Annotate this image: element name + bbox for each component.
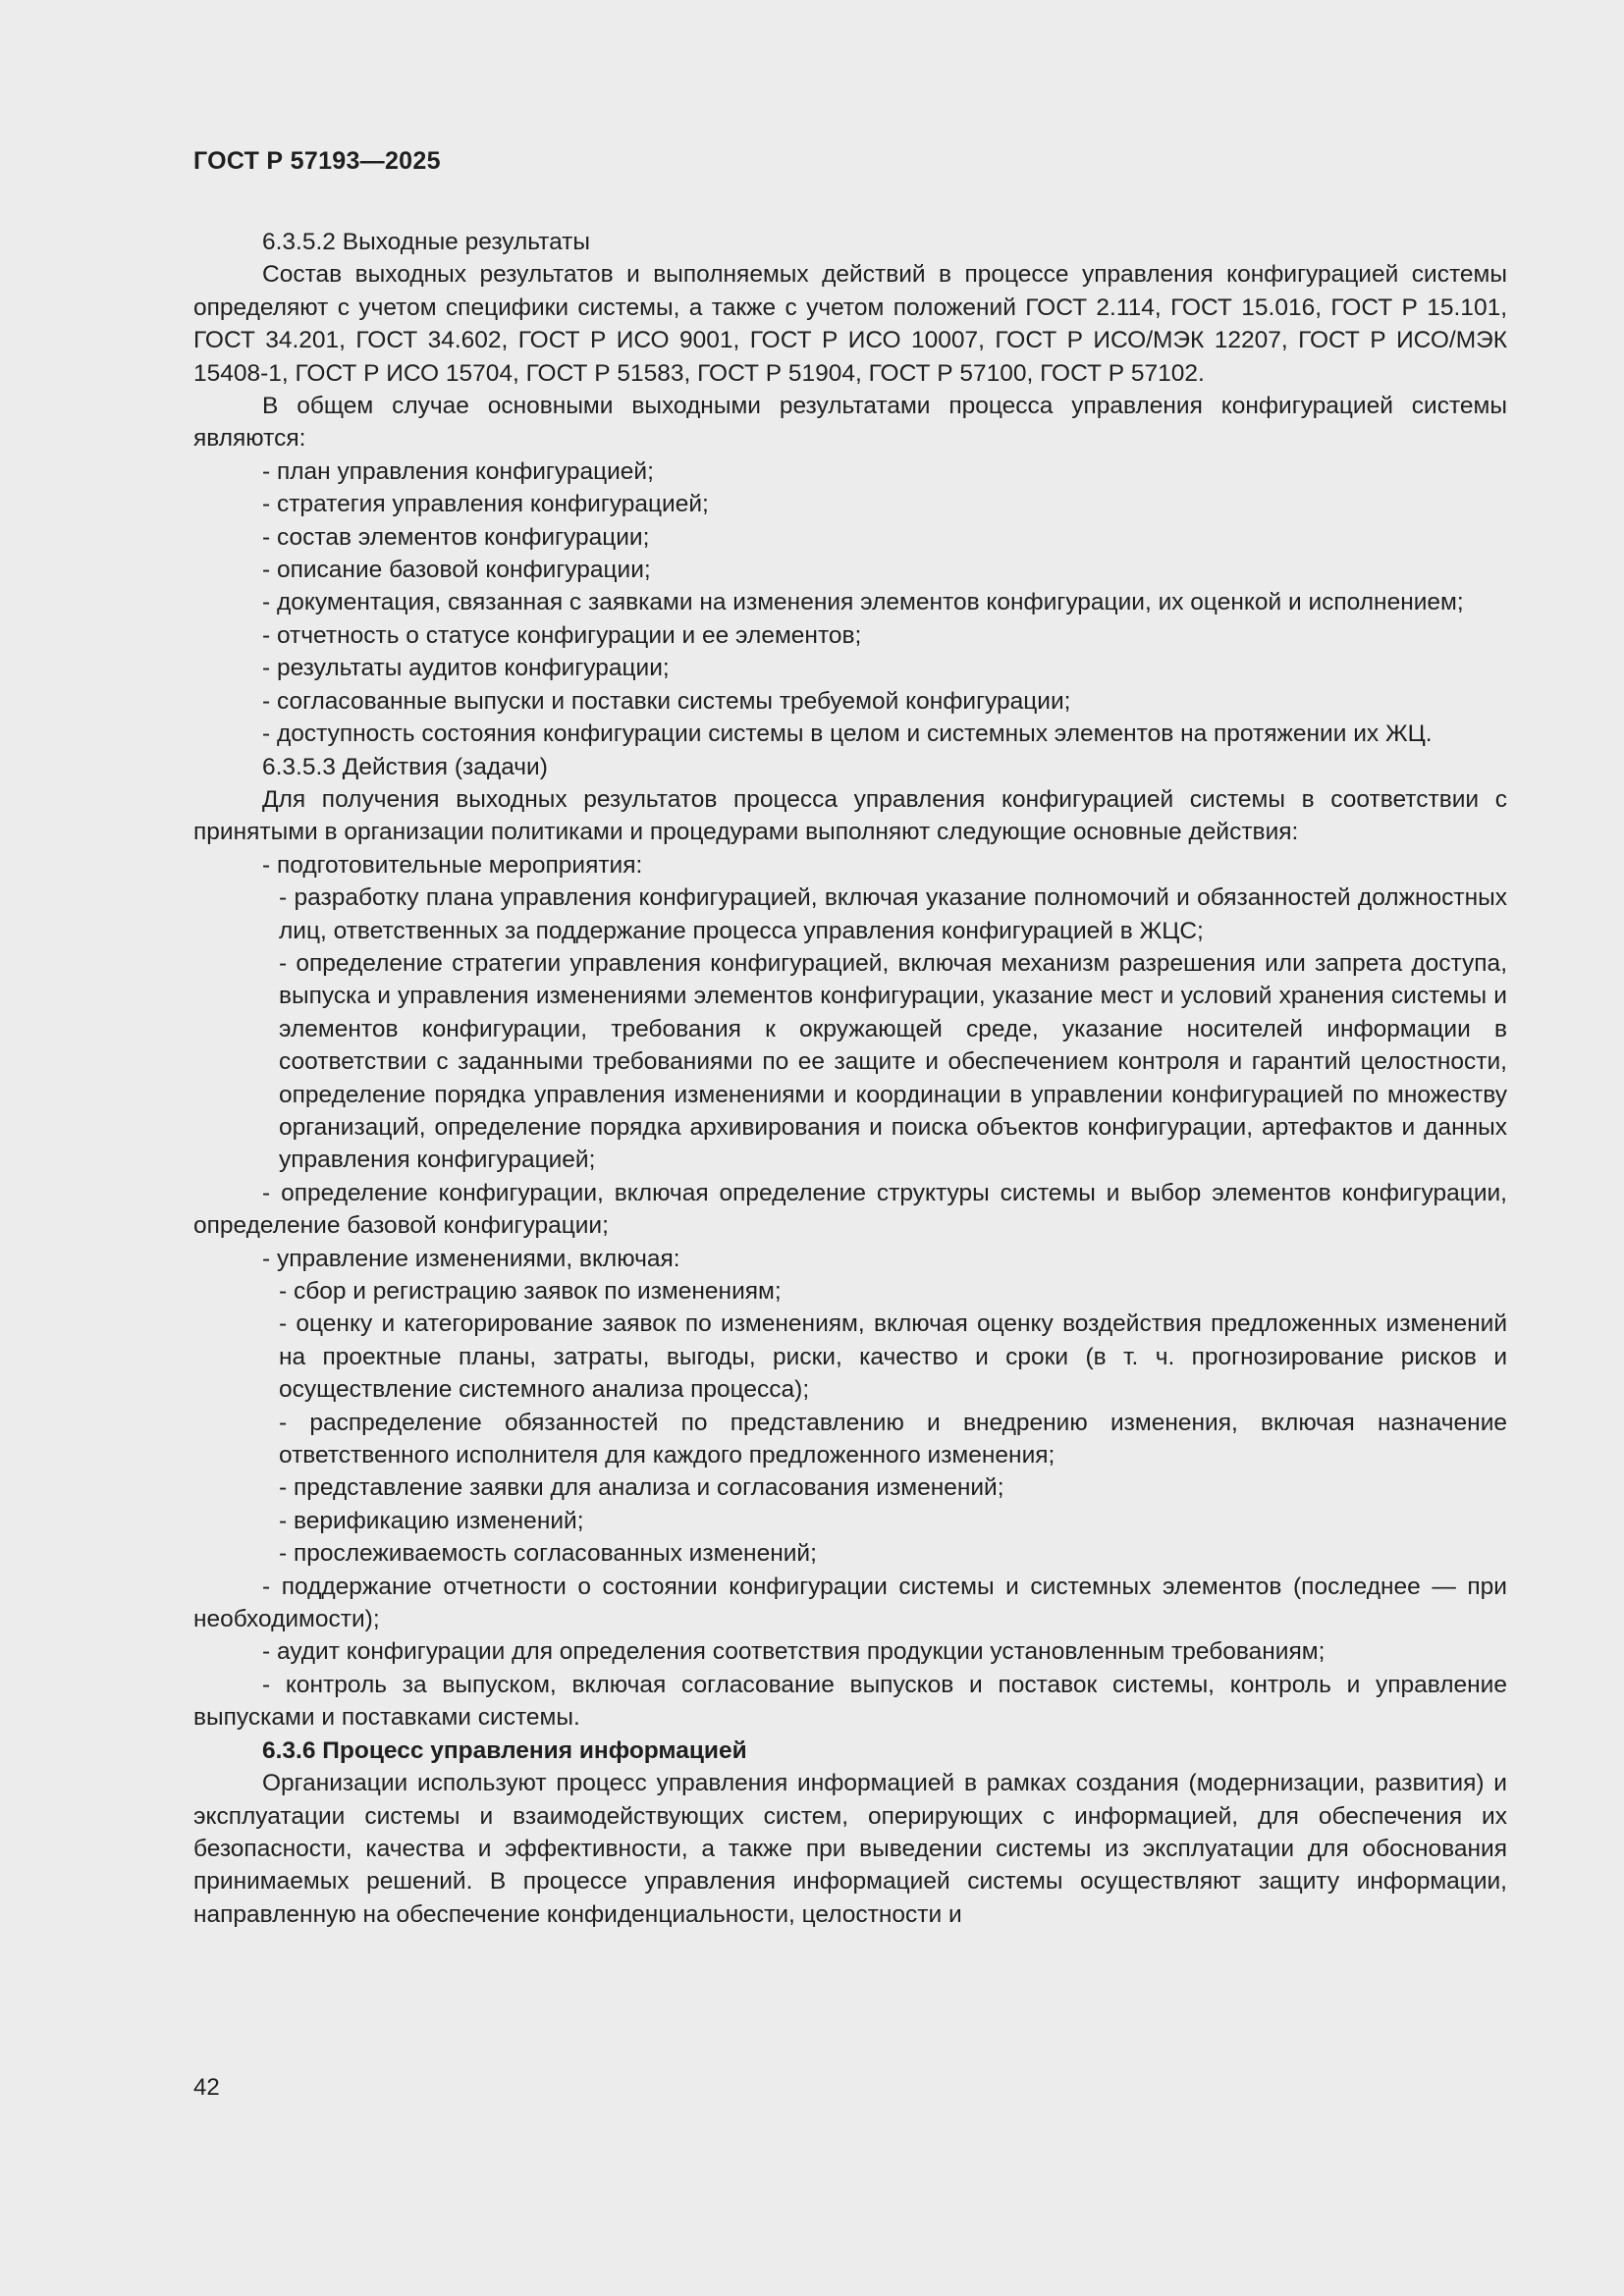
list-item: - стратегия управления конфигурацией; [262,491,709,518]
sub-list-item: - оценку и категорирование заявок по изменениям, включая оценку воздействия предложенных изменений на проектные планы, затраты, выгоды, риски, качество и сроки (в т. ч. прогнозирование рисков и осуществление системного анализа процесса); [279,1310,1507,1404]
sub-list-item: - представление заявки для анализа и согласования изменений; [279,1474,1004,1502]
list-item: - описание базовой конфигурации; [262,557,651,584]
subsection-heading: 6.3.5.2 Выходные результаты [262,229,591,255]
list-item: - поддержание отчетности о состоянии конфигурации системы и системных элементов (последнее — при необходимости); [193,1573,1507,1633]
sub-list-item: - верификацию изменений; [279,1507,584,1534]
paragraph: В общем случае основными выходными результатами процесса управления конфигурацией системы являются: [193,393,1507,453]
page-body [193,226,1507,1931]
list-item: - отчетность о статусе конфигурации и ее элементов; [262,621,862,649]
sub-list-item: - прослеживаемость согласованных изменений; [279,1540,817,1568]
list-item: - контроль за выпуском, включая согласование выпусков и поставок системы, контроль и управление выпусками и поставками системы. [193,1671,1507,1732]
list-item: - документация, связанная с заявками на изменения элементов конфигурации, их оценкой и исполнением; [262,589,1464,616]
sub-list-item: - сбор и регистрацию заявок по изменениям; [279,1278,782,1305]
paragraph: Для получения выходных результатов процесса управления конфигурацией системы в соответствии с принятыми в организации политиками и процедурами выполняют следующие основные действия: [193,785,1507,846]
paragraph: Организации используют процесс управления информацией в рамках создания (модернизации, развития) и эксплуатации системы и взаимодействующих систем, оперирующих с информацией, для обеспечения их безопасности, качества и эффективности, а также при выведении системы из эксплуатации для обоснования принимаемых решений. В процессе управления информацией системы осуществляют защиту информации, направленную на обеспечение конфиденциальности, целостности и [193,1770,1507,1928]
list-item: - состав элементов конфигурации; [262,523,650,551]
page-number: 42 [193,2074,220,2101]
sub-list-item: - определение стратегии управления конфигурацией, включая механизм разрешения или запрета доступа, выпуска и управления изменениями элементов конфигурации, указание мест и условий хранения системы и элементов конфигурации, требования к окружающей среде, указание носителей информации в соответствии с заданными требованиями по ее защите и обеспечением контроля и гарантий целостности, определение порядка управления изменениями и координации в управлении конфигурацией по множеству организаций, определение порядка архивирования и поиска объектов конфигурации, артефактов и данных управления конфигурацией; [279,949,1507,1174]
list-item: - доступность состояния конфигурации системы в целом и системных элементов на протяжении их ЖЦ. [262,721,1433,748]
subsection-heading: 6.3.5.3 Действия (задачи) [262,753,548,780]
list-item: - подготовительные мероприятия: [262,851,643,879]
list-item: - план управления конфигурацией; [262,457,654,485]
list-item: - согласованные выпуски и поставки системы требуемой конфигурации; [262,687,1071,715]
list-item: - результаты аудитов конфигурации; [262,655,670,682]
section-heading: 6.3.6 Процесс управления информацией [262,1736,747,1764]
document-header: ГОСТ Р 57193—2025 [193,147,441,175]
sub-list-item: - разработку плана управления конфигурацией, включая указание полномочий и обязанностей должностных лиц, ответственных за поддержание процесса управления конфигурацией в ЖЦС; [279,884,1507,944]
list-item: - определение конфигурации, включая определение структуры системы и выбор элементов конфигурации, определение базовой конфигурации; [193,1179,1507,1240]
list-item: - аудит конфигурации для определения соответствия продукции установленным требованиям; [262,1638,1326,1666]
list-item: - управление изменениями, включая: [262,1245,680,1272]
sub-list-item: - распределение обязанностей по представлению и внедрению изменения, включая назначение ответственного исполнителя для каждого предложенного изменения; [279,1409,1507,1469]
paragraph: Состав выходных результатов и выполняемых действий в процессе управления конфигурацией системы определяют с учетом специфики системы, а также с учетом положений ГОСТ 2.114, ГОСТ 15.016, ГОСТ Р 15.101, ГОСТ 34.201, ГОСТ 34.602, ГОСТ Р ИСО 9001, ГОСТ Р ИСО 10007, ГОСТ Р ИСО/МЭК 12207, ГОСТ Р ИСО/МЭК 15408-1, ГОСТ Р ИСО 15704, ГОСТ Р 51583, ГОСТ Р 51904, ГОСТ Р 57100, ГОСТ Р 57102. [193,261,1507,387]
